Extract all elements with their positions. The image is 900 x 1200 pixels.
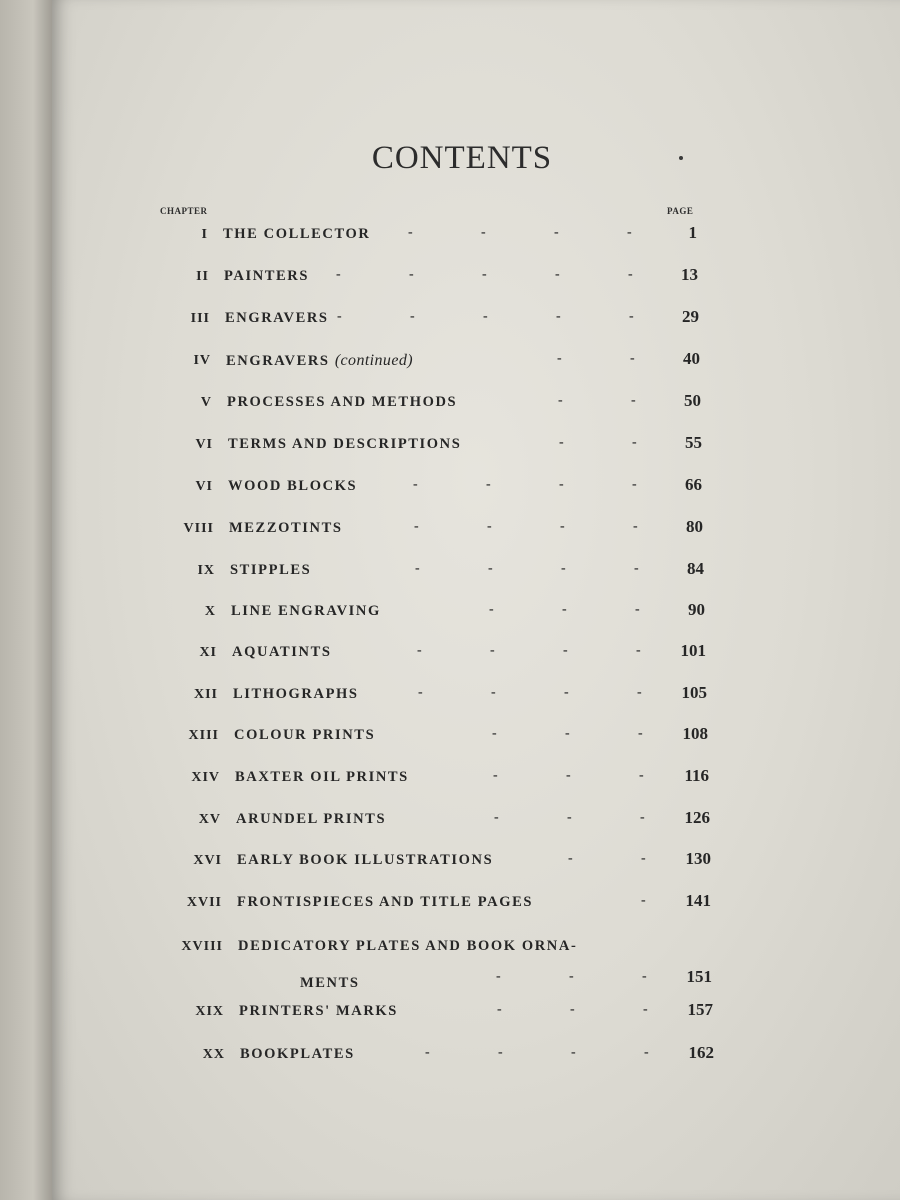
toc-entry xyxy=(52,391,900,421)
chapter-title xyxy=(225,310,329,327)
leader-dash: - xyxy=(554,225,559,240)
leader-dash: - xyxy=(569,969,574,984)
leader-dash: - xyxy=(631,393,636,408)
chapter-title-text: LITHOGRAPHS xyxy=(233,686,359,702)
toc-entry xyxy=(52,891,900,921)
chapter-title-text: ARUNDEL PRINTS xyxy=(236,811,387,827)
toc-entry xyxy=(52,265,900,295)
chapter-number: XIV xyxy=(191,770,220,785)
leader-dash: - xyxy=(632,477,637,492)
book-board-edge xyxy=(0,0,60,1200)
toc-entry xyxy=(52,349,900,379)
page-number: 108 xyxy=(682,724,708,743)
leader-dash: - xyxy=(632,435,637,450)
leader-dash: - xyxy=(627,225,632,240)
leader-dash: - xyxy=(425,1045,430,1060)
chapter-title xyxy=(239,1003,398,1020)
chapter-number: XVI xyxy=(193,853,222,868)
ink-speck xyxy=(679,156,683,160)
chapter-number: VI xyxy=(195,479,213,494)
page-number: 130 xyxy=(685,849,711,868)
chapter-number: X xyxy=(204,604,216,619)
leader-dash: - xyxy=(635,602,640,617)
leader-dash: - xyxy=(409,267,414,282)
page-number: 157 xyxy=(687,1000,713,1019)
chapter-title xyxy=(237,894,533,911)
chapter-number: II xyxy=(196,269,209,284)
page-number: 105 xyxy=(681,683,707,702)
chapter-title xyxy=(236,811,386,828)
leader-dash: - xyxy=(568,851,573,866)
toc-entry xyxy=(52,849,900,879)
leader-dash: - xyxy=(481,225,486,240)
chapter-title-text: BOOKPLATES xyxy=(240,1046,355,1062)
page-number: 1 xyxy=(688,223,697,242)
leader-dash: - xyxy=(639,768,644,783)
chapter-number: V xyxy=(200,395,212,410)
toc-entry xyxy=(52,808,900,838)
page-number: 126 xyxy=(684,808,710,827)
chapter-number: VI xyxy=(195,437,213,452)
page-number: 116 xyxy=(684,766,709,785)
chapter-number: XIII xyxy=(188,728,219,743)
chapter-number: VIII xyxy=(183,521,214,536)
chapter-title xyxy=(229,520,343,537)
leader-dash: - xyxy=(628,267,633,282)
page-number: 29 xyxy=(682,307,699,326)
chapter-title-italic: (continued) xyxy=(334,352,413,369)
leader-dash: - xyxy=(496,969,501,984)
chapter-title-text: THE COLLECTOR xyxy=(223,226,371,242)
page-number: 40 xyxy=(683,349,700,368)
chapter-title-text: TERMS AND DESCRIPTIONS xyxy=(228,436,462,452)
leader-dash: - xyxy=(641,851,646,866)
chapter-title-text: PROCESSES AND METHODS xyxy=(227,394,458,410)
chapter-number: XVII xyxy=(186,895,222,910)
chapter-title xyxy=(231,603,381,620)
chapter-number: I xyxy=(201,227,208,242)
toc-entry xyxy=(52,935,900,991)
leader-dash: - xyxy=(564,685,569,700)
chapter-number: IV xyxy=(193,353,211,368)
chapter-title xyxy=(224,268,309,285)
chapter-title-text: DEDICATORY PLATES AND BOOK ORNA- xyxy=(238,938,578,954)
toc-entry xyxy=(52,307,900,337)
chapter-title xyxy=(238,938,577,955)
leader-dash: - xyxy=(414,519,419,534)
leader-dash: - xyxy=(570,1002,575,1017)
page-number: 80 xyxy=(686,517,703,536)
leader-dash: - xyxy=(643,1002,648,1017)
chapter-title xyxy=(228,478,357,495)
leader-dash: - xyxy=(633,519,638,534)
chapter-title-text: LINE ENGRAVING xyxy=(231,603,381,619)
toc-entry xyxy=(52,641,900,671)
page-number: 141 xyxy=(685,891,711,910)
chapter-title xyxy=(223,226,370,243)
chapter-number: IX xyxy=(197,563,215,578)
page-number: 13 xyxy=(681,265,698,284)
chapter-title xyxy=(237,852,493,869)
chapter-title xyxy=(227,394,457,411)
chapter-title-text: ENGRAVERS xyxy=(226,353,330,369)
leader-dash: - xyxy=(642,969,647,984)
chapter-title-text: STIPPLES xyxy=(230,562,312,578)
leader-dash: - xyxy=(494,810,499,825)
chapter-number: XX xyxy=(202,1047,225,1062)
chapter-title xyxy=(240,1046,355,1063)
toc-entry xyxy=(52,223,900,253)
leader-dash: - xyxy=(490,643,495,658)
chapter-title xyxy=(234,727,375,744)
leader-dash: - xyxy=(630,351,635,366)
chapter-title-text: BAXTER OIL PRINTS xyxy=(235,769,409,785)
leader-dash: - xyxy=(634,561,639,576)
leader-dash: - xyxy=(413,477,418,492)
chapter-number: XI xyxy=(199,645,217,660)
leader-dash: - xyxy=(636,643,641,658)
toc-entry xyxy=(52,1043,900,1073)
leader-dash: - xyxy=(557,351,562,366)
chapter-title-text: COLOUR PRINTS xyxy=(234,727,376,743)
leader-dash: - xyxy=(498,1045,503,1060)
page-number: 151 xyxy=(686,967,712,986)
leader-dash: - xyxy=(637,685,642,700)
page-number: 50 xyxy=(684,391,701,410)
toc-entry xyxy=(52,559,900,589)
leader-dash: - xyxy=(644,1045,649,1060)
leader-dash: - xyxy=(562,602,567,617)
chapter-title xyxy=(233,686,359,703)
leader-dash: - xyxy=(410,309,415,324)
leader-dash: - xyxy=(556,309,561,324)
leader-dash: - xyxy=(491,685,496,700)
leader-dash: - xyxy=(638,726,643,741)
page-number: 101 xyxy=(680,641,706,660)
leader-dash: - xyxy=(561,561,566,576)
page-number: 55 xyxy=(685,433,702,452)
leader-dash: - xyxy=(483,309,488,324)
leader-dash: - xyxy=(560,519,565,534)
chapter-title xyxy=(232,644,332,661)
page-number: 90 xyxy=(688,600,705,619)
chapter-title xyxy=(226,352,413,370)
chapter-column-header: CHAPTER xyxy=(160,206,208,216)
toc-entry xyxy=(52,683,900,713)
chapter-number: XIX xyxy=(195,1004,224,1019)
page-number: 84 xyxy=(687,559,704,578)
toc-entry xyxy=(52,766,900,796)
chapter-title xyxy=(235,769,409,786)
toc-entry xyxy=(52,600,900,630)
leader-dash: - xyxy=(418,685,423,700)
toc-entry xyxy=(52,724,900,754)
leader-dash: - xyxy=(558,393,563,408)
chapter-number: XV xyxy=(198,812,221,827)
leader-dash: - xyxy=(492,726,497,741)
toc-entry xyxy=(52,1000,900,1030)
chapter-number: III xyxy=(190,311,210,326)
leader-dash: - xyxy=(336,267,341,282)
leader-dash: - xyxy=(565,726,570,741)
leader-dash: - xyxy=(408,225,413,240)
leader-dash: - xyxy=(487,519,492,534)
chapter-title-text: WOOD BLOCKS xyxy=(228,478,358,494)
leader-dash: - xyxy=(559,477,564,492)
leader-dash: - xyxy=(493,768,498,783)
leader-dash: - xyxy=(417,643,422,658)
leader-dash: - xyxy=(482,267,487,282)
page-column-header: PAGE xyxy=(667,206,694,216)
leader-dash: - xyxy=(488,561,493,576)
toc-entry xyxy=(52,433,900,463)
chapter-title xyxy=(230,562,311,579)
leader-dash: - xyxy=(497,1002,502,1017)
page-number: 162 xyxy=(688,1043,714,1062)
chapter-title-text: MEZZOTINTS xyxy=(229,520,343,536)
leader-dash: - xyxy=(563,643,568,658)
chapter-title-continuation: MENTS xyxy=(300,975,360,991)
leader-dash: - xyxy=(629,309,634,324)
table-of-contents xyxy=(52,0,900,1200)
chapter-number: XII xyxy=(193,687,218,702)
chapter-title-text: PRINTERS' MARKS xyxy=(239,1003,398,1019)
toc-entry xyxy=(52,517,900,547)
leader-dash: - xyxy=(337,309,342,324)
leader-dash: - xyxy=(566,768,571,783)
chapter-title-text: ENGRAVERS xyxy=(225,310,329,326)
chapter-title-text: EARLY BOOK ILLUSTRATIONS xyxy=(237,852,494,868)
toc-entry xyxy=(52,475,900,505)
leader-dash: - xyxy=(489,602,494,617)
leader-dash: - xyxy=(555,267,560,282)
leader-dash: - xyxy=(415,561,420,576)
chapter-title-text: PAINTERS xyxy=(224,268,310,284)
leader-dash: - xyxy=(567,810,572,825)
leader-dash: - xyxy=(571,1045,576,1060)
page-title: CONTENTS xyxy=(371,140,553,176)
book-page xyxy=(52,0,900,1200)
chapter-title xyxy=(228,436,461,453)
chapter-title-text: FRONTISPIECES AND TITLE PAGES xyxy=(237,894,534,910)
leader-dash: - xyxy=(640,810,645,825)
leader-dash: - xyxy=(641,893,646,908)
chapter-title-text: AQUATINTS xyxy=(232,644,332,660)
leader-dash: - xyxy=(559,435,564,450)
page-number: 66 xyxy=(685,475,702,494)
chapter-number: XVIII xyxy=(181,939,223,954)
leader-dash: - xyxy=(486,477,491,492)
